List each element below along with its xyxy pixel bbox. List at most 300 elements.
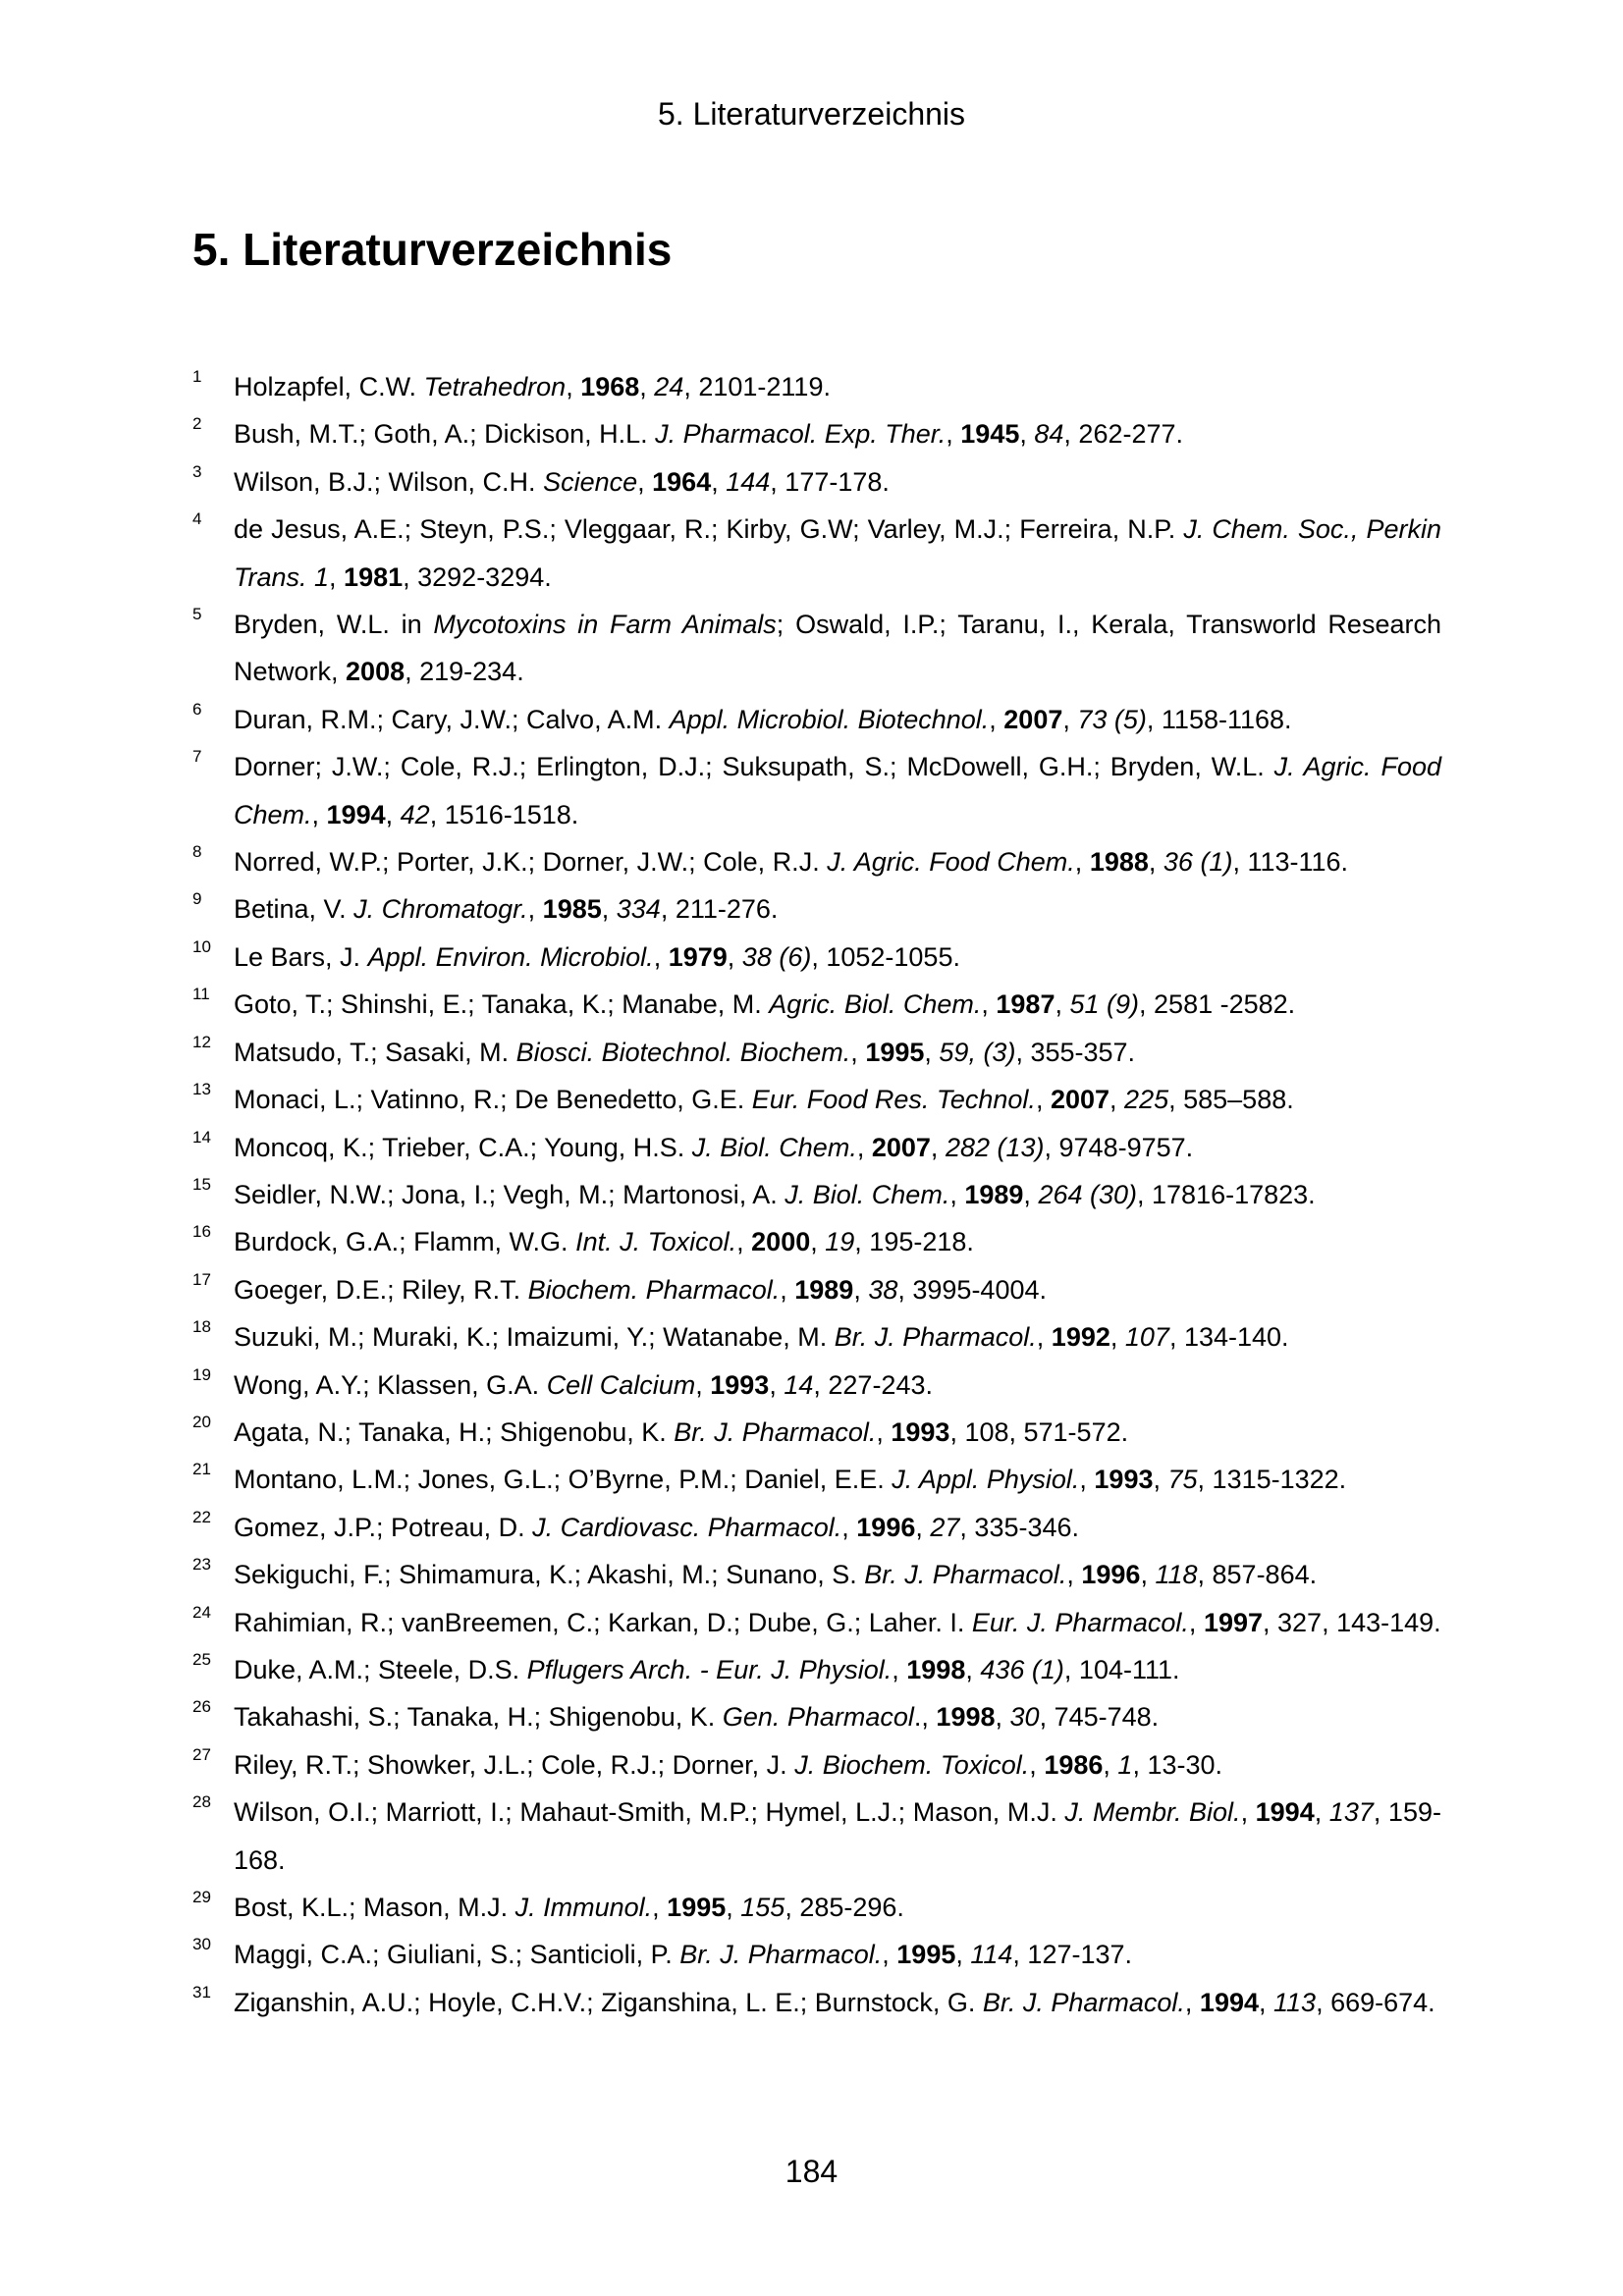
reference-segment: , <box>695 1369 711 1400</box>
reference-segment: , <box>946 419 961 450</box>
reference-segment: Wilson, B.J.; Wilson, C.H. <box>234 466 544 497</box>
reference-segment: Monaci, L.; Vatinno, R.; De Benedetto, G.E. <box>234 1085 752 1115</box>
reference-number: 3 <box>192 461 202 481</box>
reference-segment: , <box>726 1893 741 1922</box>
reference-year: 1986 <box>1044 1749 1104 1780</box>
reference-segment: , <box>1188 1607 1204 1637</box>
reference-segment: , 1052-1055. <box>811 941 960 972</box>
reference-italic: Eur. Food Res. Technol. <box>751 1085 1036 1115</box>
reference-segment: , <box>1036 1322 1052 1353</box>
reference-number: 2 <box>192 414 202 434</box>
reference-segment: Takahashi, S.; Tanaka, H.; Shigenobu, K. <box>234 1702 723 1733</box>
reference-year: 1995 <box>865 1037 925 1067</box>
reference-segment: , 2581 -2582. <box>1139 989 1296 1020</box>
reference-segment: , <box>955 1940 971 1970</box>
reference-segment: Goeger, D.E.; Riley, R.T. <box>234 1274 528 1305</box>
reference-item <box>192 1646 1441 1693</box>
reference-segment: , 113-116. <box>1232 847 1349 878</box>
reference-text <box>234 1409 1441 1456</box>
reference-year: 1985 <box>542 894 602 925</box>
reference-italic: J. Membr. Biol. <box>1064 1797 1241 1828</box>
reference-italic: 36 (1) <box>1163 847 1233 878</box>
reference-year: 1994 <box>1255 1797 1315 1828</box>
reference-segment: Wilson, O.I.; Marriott, I.; Mahaut-Smith, M.P.; Hymel, L.J.; Mason, M.J. <box>234 1797 1065 1828</box>
reference-text <box>234 981 1441 1028</box>
reference-segment: , <box>850 1037 866 1067</box>
reference-item <box>192 410 1441 457</box>
reference-segment: Bryden, W.L. in <box>234 610 434 640</box>
reference-list <box>192 363 1441 2026</box>
reference-year: 1995 <box>896 1940 956 1970</box>
reference-segment: , <box>1035 1085 1051 1115</box>
reference-number: 19 <box>192 1364 211 1384</box>
reference-segment: , 3292-3294. <box>403 561 552 592</box>
reference-text <box>234 601 1441 696</box>
reference-segment: Sekiguchi, F.; Shimamura, K.; Akashi, M.; Sunano, S. <box>234 1560 865 1590</box>
reference-segment: , 2101-2119. <box>683 372 831 401</box>
reference-item <box>192 1218 1441 1265</box>
reference-segment: , <box>924 1037 940 1067</box>
reference-italic: 14 <box>784 1369 814 1400</box>
reference-text <box>234 1124 1441 1171</box>
reference-item <box>192 1551 1441 1598</box>
reference-text <box>234 885 1441 933</box>
reference-italic: 155 <box>740 1893 785 1922</box>
reference-segment: , 108, 571-572. <box>949 1416 1129 1447</box>
reference-italic: 282 (13) <box>945 1132 1045 1162</box>
reference-italic: Eur. J. Pharmacol. <box>971 1607 1189 1637</box>
reference-text <box>234 1266 1441 1313</box>
reference-item <box>192 506 1441 601</box>
reference-segment: , <box>780 1274 795 1305</box>
reference-item <box>192 1313 1441 1361</box>
reference-item <box>192 885 1441 933</box>
reference-segment: Matsudo, T.; Sasaki, M. <box>234 1037 516 1067</box>
reference-segment: , 9748-9757. <box>1044 1132 1194 1162</box>
reference-segment: , 211-276. <box>660 894 779 925</box>
reference-year: 1989 <box>794 1274 854 1305</box>
reference-italic: 51 (9) <box>1069 989 1140 1020</box>
reference-segment: , 1158-1168. <box>1146 704 1292 734</box>
reference-italic: 1 <box>1117 1749 1133 1780</box>
reference-number: 15 <box>192 1174 211 1194</box>
reference-segment: , <box>727 941 742 972</box>
reference-italic: Gen. Pharmacol <box>722 1702 914 1733</box>
reference-item <box>192 601 1441 696</box>
reference-item <box>192 981 1441 1028</box>
reference-segment: Moncoq, K.; Trieber, C.A.; Young, H.S. <box>234 1132 692 1162</box>
reference-segment: de Jesus, A.E.; Steyn, P.S.; Vleggaar, R.; Kirby, G.W; Varley, M.J.; Ferreira, N.P. <box>234 514 1184 545</box>
reference-year: 1989 <box>964 1179 1024 1209</box>
reference-segment: , <box>329 561 345 592</box>
reference-number: 21 <box>192 1460 211 1479</box>
reference-number: 14 <box>192 1127 211 1147</box>
reference-italic: J. Appl. Physiol. <box>892 1465 1080 1495</box>
reference-segment: , 159-168. <box>234 1797 1441 1875</box>
reference-italic: 264 (30) <box>1038 1179 1138 1209</box>
reference-segment: , <box>1062 704 1078 734</box>
reference-year: 1994 <box>326 799 386 829</box>
reference-segment: , <box>736 1227 752 1257</box>
reference-segment: , <box>1109 1085 1125 1115</box>
reference-italic: 73 (5) <box>1077 704 1147 734</box>
reference-item <box>192 1693 1441 1740</box>
reference-segment: , <box>892 1654 907 1684</box>
reference-item <box>192 1029 1441 1076</box>
reference-segment: Duran, R.M.; Cary, J.W.; Calvo, A.M. <box>234 704 670 734</box>
reference-segment: , <box>915 1512 931 1542</box>
reference-segment: , <box>385 799 401 829</box>
reference-segment: , <box>1140 1560 1156 1590</box>
reference-segment: , <box>810 1227 826 1257</box>
reference-item <box>192 1171 1441 1218</box>
reference-number: 13 <box>192 1080 211 1099</box>
reference-italic: Br. J. Pharmacol. <box>982 1987 1185 2017</box>
reference-year: 1988 <box>1089 847 1149 878</box>
reference-italic: Cell Calcium <box>546 1369 696 1400</box>
reference-item <box>192 1789 1441 1884</box>
reference-segment: , <box>1066 1560 1082 1590</box>
reference-year: 1994 <box>1199 1987 1259 2017</box>
reference-segment: , <box>769 1369 784 1400</box>
reference-italic: 113 <box>1273 1987 1317 2017</box>
reference-segment: Rahimian, R.; vanBreemen, C.; Karkan, D.; Dube, G.; Laher. I. <box>234 1607 972 1637</box>
reference-year: 1993 <box>891 1416 950 1447</box>
reference-text <box>234 934 1441 981</box>
reference-number: 30 <box>192 1935 211 1954</box>
reference-segment: Ziganshin, A.U.; Hoyle, C.H.V.; Ziganshina, L. E.; Burnstock, G. <box>234 1987 983 2017</box>
reference-segment: ; Oswald, I.P.; Taranu, I., Kerala, Transworld Research Network, <box>234 610 1441 687</box>
reference-italic: J. Biochem. Toxicol. <box>794 1749 1030 1780</box>
reference-item <box>192 1599 1441 1646</box>
reference-italic: 27 <box>930 1512 960 1542</box>
reference-text <box>234 1551 1441 1598</box>
reference-item <box>192 1741 1441 1789</box>
reference-text <box>234 1076 1441 1123</box>
reference-segment: Suzuki, M.; Muraki, K.; Imaizumi, Y.; Watanabe, M. <box>234 1322 835 1353</box>
reference-number: 24 <box>192 1602 211 1622</box>
reference-segment: , 104-111. <box>1063 1654 1180 1684</box>
reference-segment: , <box>1240 1797 1256 1828</box>
reference-segment: , <box>981 989 997 1020</box>
reference-segment: , 745-748. <box>1039 1702 1160 1733</box>
reference-segment: , 127-137. <box>1012 1940 1133 1970</box>
reference-text <box>234 506 1441 601</box>
reference-item <box>192 1076 1441 1123</box>
reference-year: 1968 <box>580 372 640 401</box>
reference-italic: Int. J. Toxicol. <box>575 1227 737 1257</box>
reference-segment: , <box>876 1416 892 1447</box>
reference-italic: J. Agric. Food Chem. <box>234 752 1441 829</box>
reference-segment: , <box>1055 989 1070 1020</box>
reference-italic: Br. J. Pharmacol. <box>834 1322 1037 1353</box>
reference-segment: , <box>882 1940 897 1970</box>
reference-segment: Riley, R.T.; Showker, J.L.; Cole, R.J.; Dorner, J. <box>234 1749 795 1780</box>
reference-item <box>192 1979 1441 2026</box>
reference-segment: , <box>1153 1465 1168 1495</box>
reference-year: 2007 <box>1003 704 1063 734</box>
reference-item <box>192 1362 1441 1409</box>
reference-italic: 84 <box>1034 419 1064 450</box>
reference-italic: J. Chem. Soc., Perkin Trans. 1 <box>234 514 1441 592</box>
reference-number: 5 <box>192 605 202 624</box>
reference-segment: , <box>856 1132 872 1162</box>
reference-segment: ., <box>913 1702 937 1733</box>
reference-segment: , <box>930 1132 946 1162</box>
reference-year: 1981 <box>344 561 404 592</box>
reference-segment: , <box>601 894 617 925</box>
reference-italic: 144 <box>726 466 771 497</box>
reference-year: 2000 <box>751 1227 811 1257</box>
reference-segment: , 17816-17823. <box>1137 1179 1316 1209</box>
reference-segment: , <box>1023 1179 1039 1209</box>
reference-segment: , 13-30. <box>1132 1749 1222 1780</box>
reference-year: 1992 <box>1051 1322 1110 1353</box>
reference-italic: 24 <box>654 372 684 401</box>
reference-segment: , 195-218. <box>854 1227 974 1257</box>
reference-number: 22 <box>192 1507 211 1526</box>
reference-segment: , 327, 143-149. <box>1263 1607 1441 1637</box>
reference-item <box>192 934 1441 981</box>
reference-italic: J. Biol. Chem. <box>691 1132 857 1162</box>
reference-year: 2008 <box>346 657 406 687</box>
reference-number: 4 <box>192 509 202 529</box>
reference-year: 1979 <box>668 941 728 972</box>
reference-italic: 334 <box>616 894 661 925</box>
reference-text <box>234 1884 1441 1931</box>
reference-item <box>192 1884 1441 1931</box>
reference-segment: Le Bars, J. <box>234 941 368 972</box>
reference-number: 11 <box>192 985 210 1004</box>
reference-segment: , 219-234. <box>405 657 524 687</box>
reference-segment: , <box>637 466 653 497</box>
reference-italic: 137 <box>1328 1797 1374 1828</box>
chapter-title: 5. Literaturverzeichnis <box>192 224 673 275</box>
reference-number: 20 <box>192 1412 211 1431</box>
reference-italic: Appl. Microbiol. Biotechnol. <box>669 704 990 734</box>
reference-text <box>234 1313 1441 1361</box>
reference-segment: , <box>1103 1749 1118 1780</box>
reference-year: 1997 <box>1203 1607 1264 1637</box>
reference-segment: , 3995-4004. <box>897 1274 1047 1305</box>
reference-italic: 107 <box>1124 1322 1169 1353</box>
reference-number: 29 <box>192 1888 211 1906</box>
reference-segment: , <box>311 799 327 829</box>
reference-item <box>192 363 1441 410</box>
reference-year: 2007 <box>871 1132 931 1162</box>
reference-italic: Biochem. Pharmacol. <box>527 1274 781 1305</box>
reference-text <box>234 363 1441 410</box>
reference-item <box>192 1504 1441 1551</box>
reference-year: 1945 <box>960 419 1020 450</box>
reference-number: 8 <box>192 842 202 862</box>
reference-segment: Duke, A.M.; Steele, D.S. <box>234 1654 527 1684</box>
reference-number: 1 <box>192 367 202 386</box>
reference-text <box>234 838 1441 885</box>
reference-segment: , <box>1148 847 1163 878</box>
reference-segment: , <box>1259 1987 1274 2017</box>
reference-item <box>192 1124 1441 1171</box>
reference-segment: Maggi, C.A.; Giuliani, S.; Santicioli, P. <box>234 1940 680 1970</box>
reference-italic: J. Pharmacol. Exp. Ther. <box>655 419 947 450</box>
reference-segment: , <box>1079 1465 1095 1495</box>
reference-italic: Br. J. Pharmacol. <box>679 1940 883 1970</box>
reference-segment: Burdock, G.A.; Flamm, W.G. <box>234 1227 576 1257</box>
reference-number: 27 <box>192 1744 211 1764</box>
reference-segment: Seidler, N.W.; Jona, I.; Vegh, M.; Martonosi, A. <box>234 1179 785 1209</box>
reference-italic: Pflugers Arch. - Eur. J. Physiol. <box>526 1654 893 1684</box>
reference-segment: Norred, W.P.; Porter, J.K.; Dorner, J.W.; Cole, R.J. <box>234 847 828 878</box>
reference-item <box>192 458 1441 506</box>
reference-year: 1993 <box>710 1369 770 1400</box>
reference-italic: 42 <box>400 799 430 829</box>
reference-segment: , <box>711 466 727 497</box>
page-number: 184 <box>784 2154 839 2189</box>
reference-item <box>192 743 1441 838</box>
reference-year: 1996 <box>856 1512 916 1542</box>
reference-italic: Br. J. Pharmacol. <box>674 1416 877 1447</box>
reference-italic: J. Cardiovasc. Pharmacol. <box>532 1512 842 1542</box>
reference-segment: , <box>639 372 655 401</box>
reference-year: 1964 <box>652 466 712 497</box>
reference-italic: Science <box>543 466 638 497</box>
reference-italic: 38 <box>868 1274 898 1305</box>
reference-segment: , <box>1074 847 1090 878</box>
reference-segment: , <box>949 1179 965 1209</box>
reference-segment: , <box>527 894 543 925</box>
reference-text <box>234 1029 1441 1076</box>
reference-segment: Bost, K.L.; Mason, M.J. <box>234 1893 515 1922</box>
reference-segment: , <box>995 1702 1010 1733</box>
reference-segment: Wong, A.Y.; Klassen, G.A. <box>234 1369 547 1400</box>
reference-number: 16 <box>192 1222 211 1242</box>
reference-italic: J. Biol. Chem. <box>784 1179 950 1209</box>
reference-segment: , <box>653 941 669 972</box>
reference-segment: Montano, L.M.; Jones, G.L.; O’Byrne, P.M.; Daniel, E.E. <box>234 1465 893 1495</box>
reference-text <box>234 1931 1441 1978</box>
reference-italic: Tetrahedron <box>423 372 567 401</box>
reference-segment: Goto, T.; Shinshi, E.; Tanaka, K.; Manabe, M. <box>234 989 770 1020</box>
reference-year: 1998 <box>936 1702 996 1733</box>
reference-segment: , <box>841 1512 857 1542</box>
reference-segment: , 1516-1518. <box>429 799 579 829</box>
reference-segment: , 285-296. <box>784 1893 904 1922</box>
reference-year: 1995 <box>667 1893 727 1922</box>
reference-segment: , 669-674. <box>1316 1987 1435 2017</box>
reference-item <box>192 838 1441 885</box>
reference-year: 1987 <box>996 989 1055 1020</box>
reference-italic: 38 (6) <box>741 941 812 972</box>
reference-text <box>234 1646 1441 1693</box>
reference-text <box>234 1362 1441 1409</box>
reference-italic: Mycotoxins in Farm Animals <box>433 610 777 640</box>
reference-italic: Biosci. Biotechnol. Biochem. <box>515 1037 851 1067</box>
reference-segment: , <box>652 1893 668 1922</box>
reference-segment: , 177-178. <box>770 466 890 497</box>
reference-number: 9 <box>192 889 202 909</box>
reference-year: 1996 <box>1081 1560 1141 1590</box>
running-header: 5. Literaturverzeichnis <box>657 96 966 132</box>
reference-text <box>234 1741 1441 1789</box>
reference-text <box>234 743 1441 838</box>
reference-segment: Betina, V. <box>234 894 354 925</box>
reference-text <box>234 1693 1441 1740</box>
reference-text <box>234 458 1441 506</box>
reference-text <box>234 1171 1441 1218</box>
reference-segment: , <box>566 372 581 401</box>
reference-number: 12 <box>192 1032 211 1051</box>
reference-italic: 30 <box>1009 1702 1040 1733</box>
reference-segment: , 227-243. <box>813 1369 933 1400</box>
reference-segment: , <box>1109 1322 1125 1353</box>
reference-segment: , 134-140. <box>1168 1322 1289 1353</box>
reference-number: 23 <box>192 1555 211 1575</box>
reference-segment: Gomez, J.P.; Potreau, D. <box>234 1512 533 1542</box>
reference-text <box>234 410 1441 457</box>
reference-italic: 59, (3) <box>939 1037 1016 1067</box>
reference-year: 1998 <box>906 1654 966 1684</box>
reference-italic: Appl. Environ. Microbiol. <box>367 941 654 972</box>
reference-segment: , <box>1184 1987 1200 2017</box>
reference-segment: , 1315-1322. <box>1197 1465 1347 1495</box>
reference-segment: , 262-277. <box>1063 419 1184 450</box>
reference-segment: , <box>1019 419 1035 450</box>
reference-number: 28 <box>192 1792 211 1812</box>
reference-number: 26 <box>192 1697 211 1717</box>
reference-italic: 225 <box>1124 1085 1169 1115</box>
reference-segment: , <box>965 1654 981 1684</box>
reference-text <box>234 1599 1441 1646</box>
reference-text <box>234 696 1441 743</box>
reference-text <box>234 1218 1441 1265</box>
reference-number: 10 <box>192 936 211 956</box>
reference-segment: Bush, M.T.; Goth, A.; Dickison, H.L. <box>234 419 656 450</box>
reference-italic: Agric. Biol. Chem. <box>769 989 982 1020</box>
reference-number: 25 <box>192 1649 211 1669</box>
reference-text <box>234 1456 1441 1503</box>
reference-number: 18 <box>192 1317 211 1337</box>
reference-segment: Holzapfel, C.W. <box>234 372 424 401</box>
reference-italic: J. Immunol. <box>514 1893 653 1922</box>
reference-italic: 19 <box>825 1227 855 1257</box>
reference-number: 17 <box>192 1269 211 1289</box>
reference-segment: , <box>1314 1797 1329 1828</box>
reference-item <box>192 1931 1441 1978</box>
reference-text <box>234 1504 1441 1551</box>
reference-segment: Dorner; J.W.; Cole, R.J.; Erlington, D.J.; Suksupath, S.; McDowell, G.H.; Bryden, W.L. <box>234 752 1274 782</box>
reference-italic: 75 <box>1167 1465 1198 1495</box>
reference-segment: , 585–588. <box>1168 1085 1294 1115</box>
reference-item <box>192 1409 1441 1456</box>
reference-number: 7 <box>192 747 202 767</box>
reference-year: 2007 <box>1050 1085 1110 1115</box>
reference-segment: , <box>989 704 1004 734</box>
reference-number: 31 <box>192 1982 211 2002</box>
reference-year: 1993 <box>1094 1465 1154 1495</box>
reference-text <box>234 1979 1441 2026</box>
reference-italic: Br. J. Pharmacol. <box>864 1560 1067 1590</box>
reference-segment: , 857-864. <box>1197 1560 1318 1590</box>
reference-italic: J. Agric. Food Chem. <box>827 847 1075 878</box>
reference-segment: , 355-357. <box>1015 1037 1136 1067</box>
reference-segment: , <box>853 1274 869 1305</box>
reference-text <box>234 1789 1441 1884</box>
reference-item <box>192 1456 1441 1503</box>
reference-number: 6 <box>192 699 202 719</box>
reference-segment: Agata, N.; Tanaka, H.; Shigenobu, K. <box>234 1416 675 1447</box>
reference-italic: J. Chromatogr. <box>353 894 528 925</box>
reference-italic: 436 (1) <box>980 1654 1064 1684</box>
